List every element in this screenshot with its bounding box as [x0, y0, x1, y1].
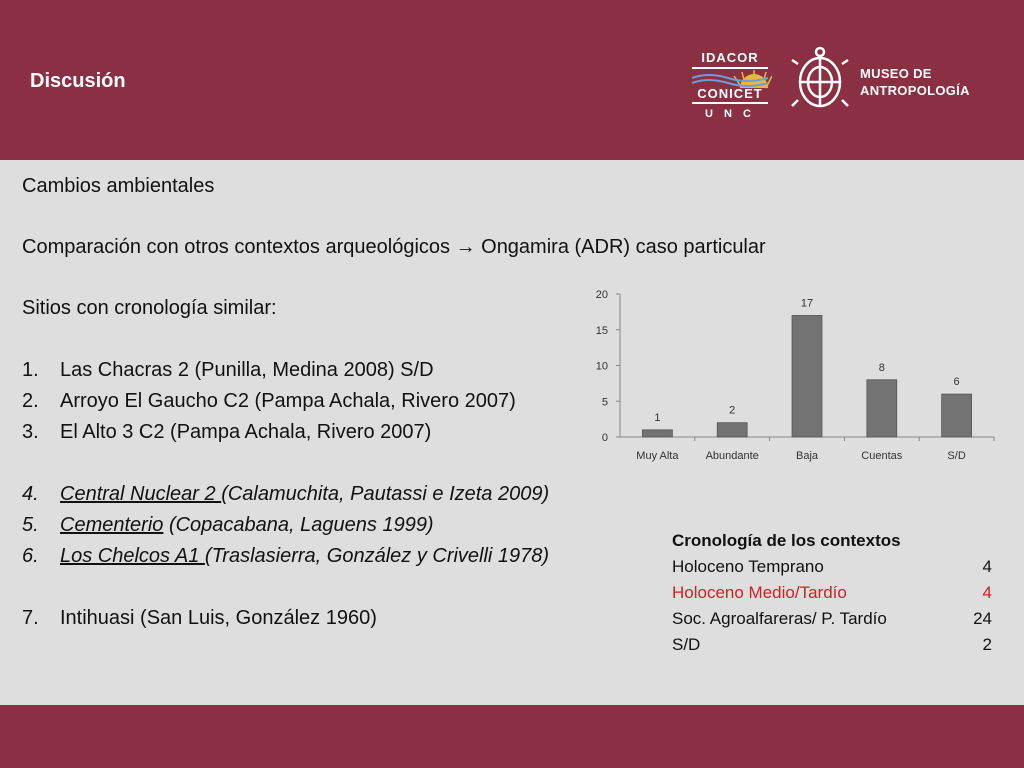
- site-text: (Copacabana, Laguens 1999): [163, 514, 434, 536]
- museo-logo-line1: MUSEO DE: [860, 66, 932, 81]
- chronology-label: Soc. Agroalfareras/ P. Tardío: [672, 609, 887, 628]
- slide-title: Discusión: [30, 70, 126, 92]
- x-tick-label: Cuentas: [861, 450, 903, 462]
- bar-value-label: 6: [953, 376, 960, 389]
- bar: [792, 315, 822, 437]
- chronology-label: Holoceno Temprano: [672, 557, 824, 576]
- site-text: El Alto 3 C2 (Pampa Achala, Rivero 2007): [60, 421, 432, 443]
- site-list: [22, 358, 549, 637]
- bar-value-label: 2: [729, 404, 736, 417]
- bar-value-label: 1: [654, 411, 661, 424]
- bar: [717, 423, 747, 437]
- bar-value-label: 8: [878, 361, 885, 374]
- x-tick-label: S/D: [947, 450, 966, 462]
- bar: [867, 380, 897, 437]
- y-tick-label: 20: [595, 289, 608, 301]
- chronology-value: 24: [973, 609, 992, 628]
- bar-chart: [580, 282, 1000, 472]
- idacor-logo-text: IDACOR: [701, 50, 759, 65]
- site-text: Arroyo El Gaucho C2 (Pampa Achala, Rivero 2007): [60, 390, 516, 412]
- list-spacer: [22, 575, 549, 606]
- site-number: 3.: [22, 421, 39, 443]
- chronology-value: 4: [982, 583, 992, 602]
- footer-band: [0, 705, 1024, 768]
- site-number: 5.: [22, 514, 39, 536]
- conicet-logo-text: CONICET: [697, 86, 763, 101]
- chronology-label: Holoceno Medio/Tardío: [672, 583, 847, 602]
- topic-line-comparison: Comparación con otros contextos arqueológicos → Ongamira (ADR) caso particular: [22, 236, 766, 258]
- site-name: Cementerio: [60, 514, 164, 536]
- site-list-item: [22, 358, 549, 389]
- site-text: (Traslasierra, González y Crivelli 1978): [204, 545, 550, 567]
- chronology-heading: [672, 530, 992, 556]
- museo-logo-line2: ANTROPOLOGÍA: [860, 83, 970, 98]
- y-tick-label: 0: [601, 432, 608, 444]
- chronology-row: [672, 556, 992, 582]
- site-number: 7.: [22, 607, 39, 629]
- list-spacer: [22, 451, 549, 482]
- unc-logo-text: U N C: [705, 108, 755, 120]
- x-tick-label: Baja: [795, 450, 819, 462]
- chronology-value: 2: [982, 635, 992, 654]
- site-text: Intihuasi (San Luis, González 1960): [60, 607, 377, 629]
- site-name: Central Nuclear 2: [60, 483, 222, 505]
- site-list-item: [22, 482, 549, 513]
- site-list-item: [22, 544, 549, 575]
- chronology-table: [672, 530, 992, 660]
- chronology-heading-text: Cronología de los contextos: [672, 531, 901, 550]
- idacor-conicet-unc-logo: [688, 48, 772, 120]
- site-list-item: [22, 513, 549, 544]
- site-number: 2.: [22, 390, 39, 412]
- site-number: 6.: [22, 545, 39, 567]
- y-tick-label: 10: [595, 360, 608, 373]
- x-tick-label: Muy Alta: [636, 450, 679, 462]
- chronology-label: S/D: [672, 635, 701, 654]
- y-tick-label: 15: [595, 324, 608, 337]
- site-number: 1.: [22, 359, 39, 381]
- site-text: Las Chacras 2 (Punilla, Medina 2008) S/D: [60, 359, 434, 381]
- x-tick-label: Abundante: [705, 450, 759, 462]
- site-number: 4.: [22, 483, 39, 505]
- logo-rule: [692, 67, 768, 69]
- chronology-row: [672, 634, 992, 660]
- bar: [642, 430, 672, 437]
- site-name: Los Chelcos A1: [60, 545, 205, 567]
- chronology-row: [672, 608, 992, 634]
- site-list-item: [22, 420, 549, 451]
- bar-value-label: 17: [800, 297, 814, 310]
- topic-line-similar-sites: Sitios con cronología similar:: [22, 297, 277, 319]
- bar: [942, 394, 972, 437]
- logo-rule: [692, 102, 768, 104]
- chronology-row-highlight: [672, 582, 992, 608]
- museo-antropologia-emblem: [790, 44, 850, 116]
- site-text: (Calamuchita, Pautassi e Izeta 2009): [221, 483, 550, 505]
- museo-logo-text: [860, 65, 970, 99]
- y-tick-label: 5: [601, 396, 608, 409]
- chronology-value: 4: [982, 557, 992, 576]
- site-list-item: [22, 606, 549, 637]
- site-list-item: [22, 389, 549, 420]
- topic-line-environment: Cambios ambientales: [22, 175, 215, 197]
